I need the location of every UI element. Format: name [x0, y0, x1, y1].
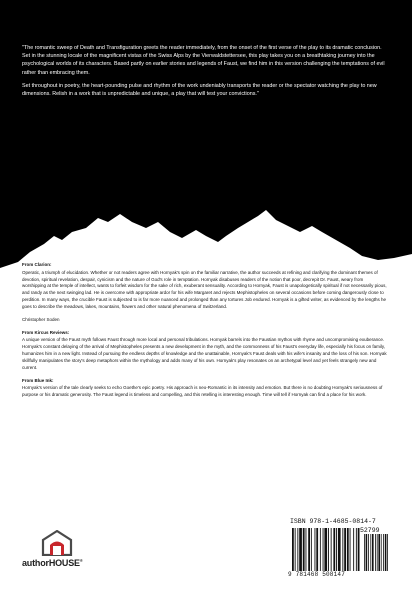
blurb-paragraph: Set throughout in poetry, the heart-pounding pulse and rhythm of the work undeniably transports the reader or the spectator watching the play to new dimensions. Relish in a work that is unpredictable and unique, a play that will test your convictions." — [22, 82, 377, 98]
review-text: Hornyak's version of the tale clearly seeks to echo Goethe's epic poetry. His approach is neo-Romantic in its intensity and emotion. But there is no doubting Hornyak's seriousness of purpose or his dramatic generosity. The Faust legend is timeless and compelling, and this retelling is interesting enough. Time will tell if Hornyak can find a place for his work. — [22, 385, 383, 398]
review-source: From Blue Ink: — [22, 377, 54, 383]
barcode-bar — [320, 528, 321, 571]
isbn-label: ISBN 978-1-4685-0814-7 — [290, 518, 376, 525]
blurb-paragraph: "The romantic sweep of Death and Transfiguration greets the reader immediately, from the onset of the first verse of the play to its dramatic conclusion. Set in the stunning locale of the magnificent vistas of the Swiss Alps by the Vierwaldstettersee, this play takes you on a breathtaking journey into the psychological worlds of its characters. Based partly on earlier stories and legends of Faust, we find him in this version challenging the temptations of evil rather than embracing them. — [22, 45, 385, 76]
barcode-bar — [383, 534, 384, 571]
registered-mark: ® — [79, 558, 83, 563]
barcode-bar — [372, 534, 374, 571]
barcode-bar — [333, 528, 335, 571]
cover-blurb — [22, 44, 388, 103]
review-source: From Clarion: — [22, 262, 52, 267]
barcode-bar — [347, 528, 349, 571]
publisher-name — [22, 558, 112, 568]
logo-prefix: author — [22, 558, 49, 568]
barcode-bar — [336, 528, 337, 571]
barcode-bar — [381, 534, 382, 571]
review-signature: Christopher Soden — [22, 316, 60, 322]
barcode-bar — [364, 534, 365, 571]
barcode-digits: 9 781468 508147 — [288, 571, 346, 578]
barcode-bars — [286, 528, 390, 571]
barcode-bar — [328, 528, 329, 571]
barcode-bar — [353, 528, 354, 571]
barcode-bar — [331, 528, 332, 571]
reviews-section — [22, 262, 388, 405]
barcode-bar — [387, 534, 388, 571]
barcode-bar — [378, 534, 380, 571]
barcode-bar — [303, 528, 305, 571]
price-code: 52799 — [360, 527, 380, 534]
barcode-panel — [286, 518, 390, 580]
logo-caps: HOUSE — [48, 558, 80, 568]
review-text: A unique version of the Faust myth follows Faust through more local and personal tribulations. Hornyak barrels into the Faustian mythos with rhyme and uncompromising exuberance. Hornyak's constant delaying of the arrival of Mephistopheles presents a new development in the myth, and the commonness of his Faust's everyday life, especially his focus on family, humanizes him in a new light. Instead of pursuing the endless depths of knowledge and the unattainable, Hornyak's Faust deals with his wife's insanity and the loss of his son. Hornyak skillfully manipulates the story's deep metaphors within the mythology and adds many of his own. Hornyak's play resonates on an archetypal level and yet feels strangely new and current. — [22, 337, 387, 370]
barcode-bar — [368, 534, 369, 571]
barcode-bar — [338, 528, 341, 571]
barcode-bar — [370, 534, 371, 571]
barcode-bar — [366, 534, 368, 571]
barcode-bar — [375, 534, 376, 571]
review-text: Operatic, a triumph of elucidation. Whether or not readers agree with Hornyak's spin on the familiar narrative, the author succeeds at refining and clarifying the dominant themes of devotion, spiritual revelation, despair, cynicism and the nature of God's role in temptation. Hornyak disabuses readers of the notion that poor, decrepit Dr. Faust, weary from worshipping at the temple of intellect, wants to forfeit wisdom for the sake of rich, exuberant sensuality. According to Hornyak, Faust is unapologetically spiritual if not necessarily pious, and randy as the next swinging lad. He is overcome with appropriate ardor for his wife Margaret and rejects Mephistopheles on several occasions before coming dangerously close to perdition. In many ways, the crucible Faust is subjected to is far more nuanced and prolonged than any tortures Job endured. Hornyak is a gifted writer, as evidenced by the lengths he goes to describe the meadows, lakes, mountains, flowers and other natural phenomena of Switzerland. — [22, 269, 387, 309]
barcode-bar — [385, 534, 387, 571]
barcode-bar — [377, 534, 378, 571]
barcode-bar — [316, 528, 318, 571]
barcode-bar — [358, 528, 360, 571]
barcode-bar — [356, 528, 357, 571]
barcode-bar — [350, 528, 351, 571]
barcode-bar — [344, 528, 346, 571]
barcode-bar — [323, 528, 324, 571]
barcode-bar — [311, 528, 312, 571]
publisher-logo — [22, 530, 102, 574]
barcode-bar — [342, 528, 343, 571]
house-icon — [40, 530, 74, 556]
barcode-bar — [297, 528, 298, 571]
barcode-bar — [306, 528, 307, 571]
barcode-bar — [324, 528, 327, 571]
barcode-bar — [315, 528, 316, 571]
barcode-bar — [308, 528, 310, 571]
review-source: From Kircus Reviews: — [22, 329, 70, 335]
barcode-bar — [299, 528, 302, 571]
barcode-bar — [295, 528, 296, 571]
barcode-bar — [292, 528, 294, 571]
